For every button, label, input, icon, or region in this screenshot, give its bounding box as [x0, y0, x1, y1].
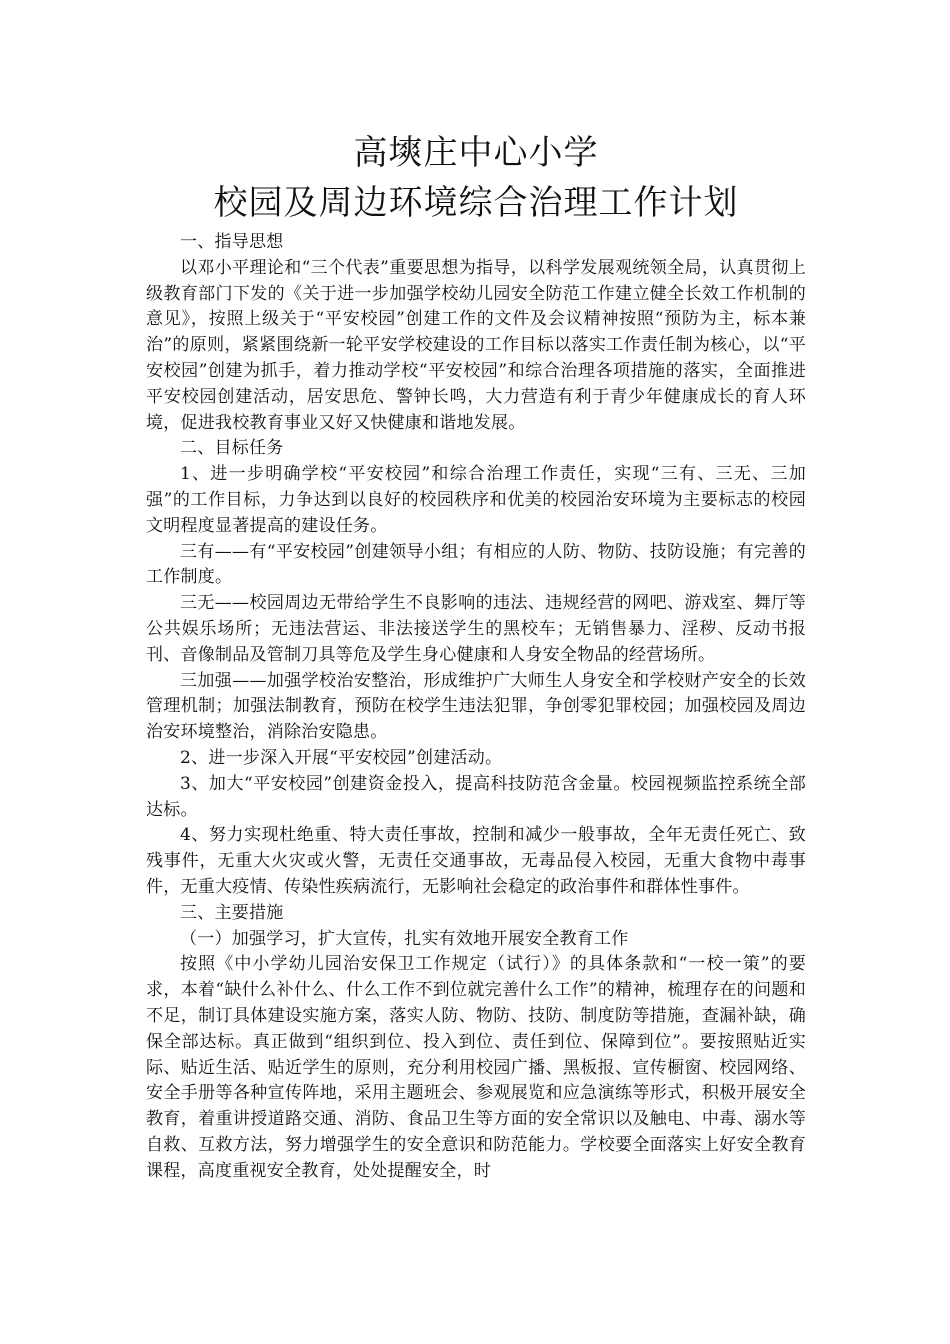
document-title-plan: 校园及周边环境综合治理工作计划 [213, 183, 739, 223]
section-heading-goals: 二、目标任务 [180, 438, 284, 459]
subsection-heading-measure-1: （一）加强学习，扩大宣传，扎实有效地开展安全教育工作 [180, 928, 629, 949]
section-heading-measures: 三、主要措施 [180, 902, 284, 923]
paragraph-three-haves: 三有——有“平安校园”创建领导小组；有相应的人防、物防、技防设施；有完善的工作制度。 [146, 541, 806, 588]
paragraph-three-strengthens: 三加强——加强学校治安整治，形成维护广大师生人身安全和学校财产安全的长效管理机制；加强法制教育，预防在校学生违法犯罪，争创零犯罪校园；加强校园及周边治安环境整治，消除治安隐患。 [146, 670, 806, 743]
paragraph-guiding-ideology: 以邓小平理论和“三个代表”重要思想为指导，以科学发展观统领全局，认真贯彻上级教育部门下发的《关于进一步加强学校幼儿园安全防范工作建立健全长效工作机制的意见》，按照上级关于“平安校园”创建工作的文件及会议精神按照“预防为主，标本兼治”的原则，紧紧围绕新一轮平安学校建设的工作目标以落实工作责任制为核心，以“平安校园”创建为抓手，着力推动学校“平安校园”和综合治理各项措施的落实，全面推进平安校园创建活动，居安思危、警钟长鸣，大力营造有利于青少年健康成长的育人环境，促进我校教育事业又好又快健康和谐地发展。 [146, 257, 806, 433]
paragraph-goal-3: 3、加大“平安校园”创建资金投入，提高科技防范含金量。校园视频监控系统全部达标。 [146, 773, 806, 820]
section-heading-guiding-ideology: 一、指导思想 [180, 232, 284, 252]
paragraph-goal-2: 2、进一步深入开展“平安校园”创建活动。 [180, 747, 503, 768]
document-title-school: 高塽庄中心小学 [353, 133, 599, 173]
document-page [146, 128, 806, 1184]
paragraph-measure-1: 按照《中小学幼儿园治安保卫工作规定（试行）》的具体条款和“一校一策”的要求，本着“缺什么补什么、什么工作不到位就完善什么工作”的精神，梳理存在的问题和不足，制订具体建设实施方案，落实人防、物防、技防、制度防等措施，查漏补缺，确保全部达标。真正做到“组织到位、投入到位、责任到位、保障到位”。要按照贴近实际、贴近生活、贴近学生的原则，充分利用校园广播、黑板报、宣传橱窗、校园网络、安全手册等各种宣传阵地，采用主题班会、参观展览和应急演练等形式，积极开展安全教育，着重讲授道路交通、消防、食品卫生等方面的安全常识以及触电、中毒、溺水等自救、互救方法，努力增强学生的安全意识和防范能力。学校要全面落实上好安全教育课程，高度重视安全教育，处处提醒安全，时 [146, 954, 806, 1181]
document-body [146, 230, 806, 1184]
paragraph-three-nones: 三无——校园周边无带给学生不良影响的违法、违规经营的网吧、游戏室、舞厅等公共娱乐场所；无违法营运、非法接送学生的黑校车；无销售暴力、淫秽、反动书报刊、音像制品及管制刀具等危及学生身心健康和人身安全物品的经营场所。 [146, 593, 806, 665]
paragraph-goal-1: 1、进一步明确学校“平安校园”和综合治理工作责任，实现“三有、三无、三加强”的工作目标，力争达到以良好的校园秩序和优美的校园治安环境为主要标志的校园文明程度显著提高的建设任务。 [146, 464, 806, 536]
paragraph-goal-4: 4、努力实现杜绝重、特大责任事故，控制和减少一般事故，全年无责任死亡、致残事件，无重大火灾或火警，无责任交通事故，无毒品侵入校园，无重大食物中毒事件，无重大疫情、传染性疾病流行，无影响社会稳定的政治事件和群体性事件。 [146, 825, 806, 897]
